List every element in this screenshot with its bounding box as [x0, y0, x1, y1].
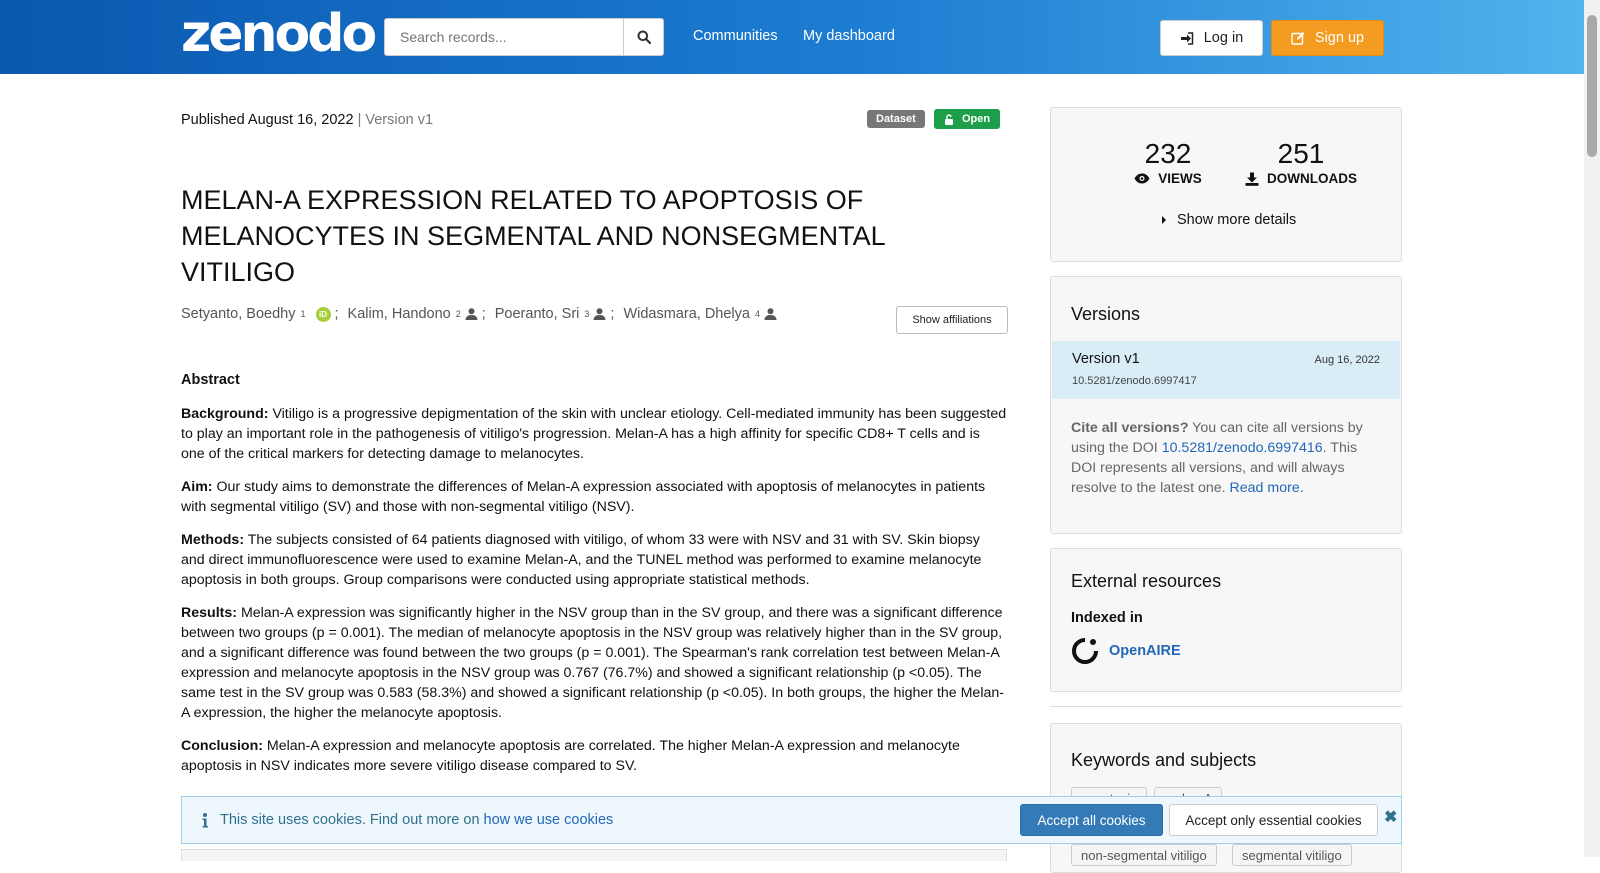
abstract-label: Results: — [181, 605, 237, 621]
downloads-stat — [1241, 138, 1361, 186]
author-name: Kalim, Handono — [347, 306, 451, 322]
author-item[interactable] — [623, 306, 777, 322]
access-label: Open — [962, 113, 991, 125]
author-separator: ; — [334, 306, 339, 322]
abstract-paragraph — [181, 530, 1007, 590]
author-item[interactable] — [348, 306, 478, 322]
author-item[interactable] — [181, 306, 331, 322]
search-button[interactable] — [623, 18, 664, 56]
versions-heading: Versions — [1071, 304, 1141, 324]
affiliation-number: 4 — [754, 309, 760, 319]
downloads-count: 251 — [1277, 138, 1325, 169]
author-separator: ; — [481, 306, 486, 322]
views-stat — [1113, 138, 1223, 186]
show-more-details-label: Show more details — [1177, 212, 1297, 228]
openaire-label: OpenAIRE — [1109, 643, 1181, 659]
page-scrollbar[interactable] — [1584, 0, 1600, 857]
abstract-text: Melan-A expression was significantly higher in the NSV group than in the SV group, and there was a significant difference between two groups (p = 0.001). The median of melanocyte apoptosis in the NSV group was relatively higher than in the SV group, and a significant difference was found between the two groups (p = 0.001). The Spearman's rank correlation test between Melan-A expression and melanocyte apoptosis in the NSV group was 0.767 (76.7%) and showed a significant relationship (p <0.05). The same test in the SV group was 0.583 (58.3%) and showed a significant relationship (p <0.05). In both groups, the higher the Melan-A expression, the higher the melanocyte apoptosis. — [181, 605, 1004, 721]
affiliation-number: 3 — [584, 309, 590, 319]
version-item[interactable] — [1052, 341, 1400, 399]
nav-my-dashboard[interactable]: My dashboard — [803, 28, 895, 44]
publication-date: Published August 16, 2022 | Version v1 — [181, 112, 434, 128]
openaire-logo-icon — [1071, 637, 1099, 665]
user-icon — [593, 308, 606, 320]
top-navbar — [0, 0, 1584, 74]
abstract-label: Aim: — [181, 479, 213, 495]
sign-in-icon — [1180, 32, 1194, 45]
abstract-label: Methods: — [181, 532, 245, 548]
author-item[interactable] — [495, 306, 607, 322]
external-resources-panel — [1050, 548, 1402, 692]
openaire-link[interactable] — [1071, 637, 1181, 665]
user-icon — [465, 308, 478, 320]
accept-all-cookies-button[interactable]: Accept all cookies — [1020, 804, 1163, 836]
downloads-label: DOWNLOADS — [1267, 171, 1357, 186]
abstract-text: Melan-A expression and melanocyte apoptosis are correlated. The higher Melan-A expression and melanocyte apoptosis in NSV indicates more severe vitiligo disease compared to SV. — [181, 738, 960, 774]
login-button[interactable] — [1160, 20, 1263, 56]
affiliation-number: 2 — [455, 309, 461, 319]
read-more-link[interactable]: Read more. — [1229, 480, 1304, 496]
author-name: Widasmara, Dhelya — [623, 306, 750, 322]
author-separator: ; — [610, 306, 615, 322]
download-icon — [1245, 172, 1259, 186]
abstract-text: Our study aims to demonstrate the differences of Melan-A expression associated with apoptosis of melanocytes in patients with segmental vitiligo (SV) and those with non-segmental vitiligo (NSV). — [181, 479, 986, 515]
keywords-heading: Keywords and subjects — [1071, 750, 1257, 770]
files-section-edge — [181, 849, 1007, 861]
indexed-in-label: Indexed in — [1071, 610, 1143, 626]
show-more-details-toggle[interactable] — [1161, 212, 1296, 228]
signup-button[interactable] — [1271, 20, 1384, 56]
abstract-paragraph — [181, 477, 1007, 517]
author-name: Setyanto, Boedhy — [181, 306, 296, 322]
access-badge — [934, 109, 1000, 129]
abstract-paragraph — [181, 736, 1007, 776]
orcid-icon[interactable]: iD — [316, 307, 331, 322]
views-count: 232 — [1144, 138, 1192, 169]
cookie-banner — [181, 796, 1402, 844]
signup-label: Sign up — [1314, 30, 1365, 46]
caret-right-icon — [1161, 215, 1167, 225]
abstract-text: Vitiligo is a progressive depigmentation of the skin with unclear etiology. Cell-mediated immunity has been suggested to play an important role in the pathogenesis of vitiligo's progression. Melan-A has a high affinity for specific CD8+ T cells and is one of the critical markers for detecting damage to melanocytes. — [181, 406, 1007, 462]
versions-panel — [1050, 276, 1402, 534]
cookie-message: This site uses cookies. Find out more on how we use cookies — [220, 812, 614, 828]
author-list — [181, 306, 777, 322]
edit-icon — [1291, 31, 1305, 45]
abstract-label: Conclusion: — [181, 738, 263, 754]
login-label: Log in — [1203, 30, 1244, 46]
cite-all-heading: Cite all versions? — [1071, 420, 1189, 436]
search-icon — [637, 30, 651, 44]
stats-panel — [1050, 107, 1402, 262]
record-title: MELAN-A EXPRESSION RELATED TO APOPTOSIS OF MELANOCYTES IN SEGMENTAL AND NONSEGMENTAL VITILIGO — [181, 185, 885, 287]
resource-type-badge: Dataset — [867, 110, 925, 128]
abstract-paragraph — [181, 603, 1007, 723]
panel-divider — [1050, 706, 1402, 707]
abstract-heading: Abstract — [181, 372, 240, 388]
accept-essential-cookies-button[interactable]: Accept only essential cookies — [1169, 804, 1378, 836]
external-resources-heading: External resources — [1071, 571, 1222, 591]
search-input[interactable] — [384, 18, 624, 56]
user-icon — [764, 308, 777, 320]
cite-all-versions-text: Cite all versions? You can cite all versions by using the DOI 10.5281/zenodo.6997416. This DOI represents all versions, and will always resolve to the latest one. Read more. — [1071, 420, 1363, 496]
zenodo-logo[interactable]: zenodo — [181, 4, 375, 64]
affiliation-number: 1 — [300, 309, 306, 319]
cookie-policy-link[interactable]: how we use cookies — [483, 812, 614, 828]
abstract-text: The subjects consisted of 64 patients diagnosed with vitiligo, of whom 33 were with NSV and 31 with SV. Skin biopsy and direct immunofluorescence were used to examine Melan-A, and the TUNEL method was performed to examine melanocyte apoptosis in both groups. Group comparisons were conducted using appropriate statistical methods. — [181, 532, 982, 588]
close-icon[interactable]: ✖ — [1384, 809, 1398, 826]
views-label: VIEWS — [1158, 171, 1202, 186]
info-icon — [202, 813, 208, 828]
author-name: Poeranto, Sri — [494, 306, 580, 322]
nav-communities[interactable]: Communities — [693, 28, 778, 44]
keyword-tag[interactable]: segmental vitiligo — [1232, 844, 1352, 866]
abstract-label: Background: — [181, 406, 269, 422]
version-doi: 10.5281/zenodo.6997417 — [1072, 375, 1197, 387]
abstract-section — [181, 370, 1007, 789]
show-affiliations-button[interactable]: Show affiliations — [896, 306, 1008, 334]
unlock-icon — [944, 114, 954, 125]
version-label: | Version v1 — [357, 112, 434, 128]
abstract-paragraph — [181, 404, 1007, 464]
keyword-tag[interactable]: non-segmental vitiligo — [1071, 844, 1217, 866]
version-date: Aug 16, 2022 — [1314, 354, 1380, 366]
scrollbar-thumb[interactable] — [1587, 15, 1597, 157]
concept-doi-link[interactable]: 10.5281/zenodo.6997416 — [1161, 440, 1323, 456]
eye-icon — [1134, 173, 1150, 184]
version-name: Version v1 — [1072, 351, 1140, 367]
